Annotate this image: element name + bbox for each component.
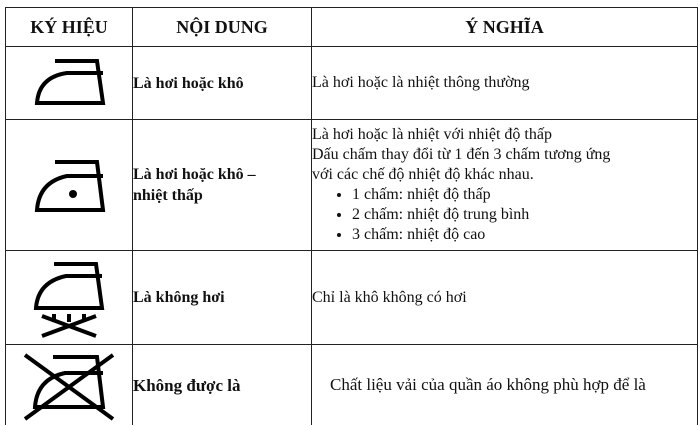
no-steam-iron-icon xyxy=(26,258,112,338)
iron-icon xyxy=(29,55,109,111)
meaning-text: Là hơi hoặc là nhiệt với nhiệt độ thấp xyxy=(312,126,552,143)
header-content: NỘI DUNG xyxy=(133,8,312,47)
symbol-cell xyxy=(6,345,133,426)
table-row xyxy=(6,345,698,426)
meaning-cell xyxy=(312,47,698,120)
list-item: • 3 chấm: nhiệt độ cao xyxy=(352,225,697,245)
meaning-text: Chất liệu vải của quần áo không phù hợp để là xyxy=(330,375,646,394)
table-row xyxy=(6,251,698,345)
meaning-text: Là hơi hoặc là nhiệt thông thường xyxy=(312,74,530,91)
content-line: nhiệt thấp xyxy=(133,187,203,204)
content-line: Là hơi hoặc khô – xyxy=(133,166,256,183)
table-header-row xyxy=(6,8,698,47)
content-cell: Là hơi hoặc khô xyxy=(133,47,312,120)
meaning-text: với các chế độ nhiệt độ khác nhau. xyxy=(312,166,534,183)
meaning-text: Chỉ là khô không có hơi xyxy=(312,288,467,306)
meaning-text: Dấu chấm thay đổi từ 1 đến 3 chấm tương ứng xyxy=(312,146,611,163)
dot-icon xyxy=(69,190,77,198)
table-row xyxy=(6,120,698,251)
content-cell: Không được là xyxy=(133,345,312,426)
table-row xyxy=(6,47,698,120)
symbol-cell xyxy=(6,47,133,120)
care-symbols-table xyxy=(5,7,698,425)
meaning-cell xyxy=(312,251,698,345)
meaning-cell xyxy=(312,120,698,251)
do-not-iron-icon xyxy=(19,349,119,421)
content-cell: Là không hơi xyxy=(133,251,312,345)
dot-list xyxy=(312,185,697,245)
header-symbol: KÝ HIỆU xyxy=(6,8,133,47)
symbol-cell xyxy=(6,251,133,345)
header-meaning: Ý NGHĨA xyxy=(312,8,698,47)
content-cell xyxy=(133,120,312,251)
list-item: • 1 chấm: nhiệt độ thấp xyxy=(352,185,697,205)
symbol-cell xyxy=(6,120,133,251)
iron-one-dot-icon xyxy=(29,152,109,218)
list-item: • 2 chấm: nhiệt độ trung bình xyxy=(352,205,697,225)
meaning-cell xyxy=(312,345,698,426)
